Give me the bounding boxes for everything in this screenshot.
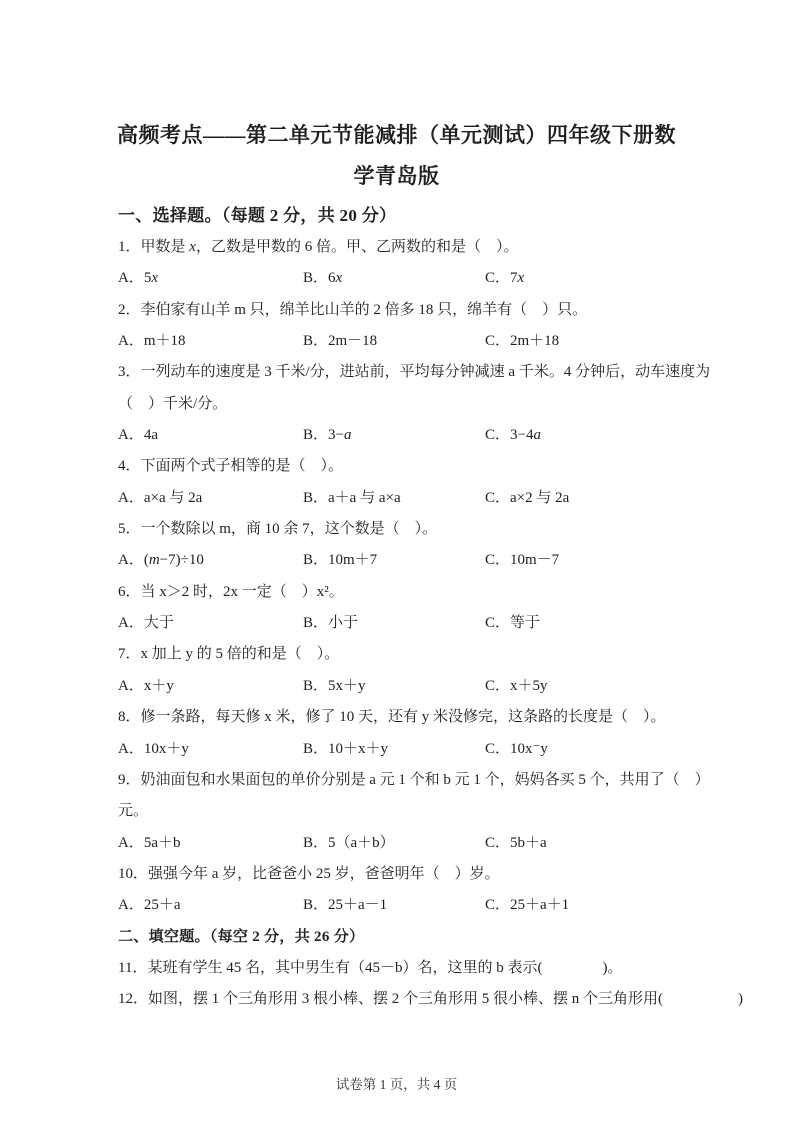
question-2-text: 2．李伯家有山羊 m 只，绵羊比山羊的 2 倍多 18 只，绵羊有（ ）只。: [118, 301, 588, 318]
page-title-line-2: 学青岛版: [353, 164, 440, 188]
question-11-text: 11．某班有学生 45 名，其中男生有（45－b）名，这里的 b 表示( )。: [118, 959, 623, 976]
question-8-option-c: C．10x⁻y: [485, 740, 548, 757]
question-7-option-a: A．x＋y: [118, 677, 174, 694]
question-6-option-b: B．小于: [303, 615, 359, 632]
question-7-text: 7．x 加上 y 的 5 倍的和是（ ）。: [118, 646, 340, 663]
question-9-text-line-1: 9．奶油面包和水果面包的单价分别是 a 元 1 个和 b 元 1 个，妈妈各买 5 个，共用了（ ）: [118, 771, 710, 788]
question-5-option-a: A．(m−7)÷10: [118, 552, 204, 569]
question-5-text: 5．一个数除以 m，商 10 余 7，这个数是（ ）。: [118, 521, 438, 538]
question-1-text: 1．甲数是 x，乙数是甲数的 6 倍。甲、乙两数的和是（ ）。: [118, 239, 519, 255]
question-6-option-c: C．等于: [485, 615, 541, 632]
question-9-options: [118, 828, 718, 859]
section-1-heading: 一、选择题。（每题 2 分，共 20 分）: [118, 206, 397, 225]
question-9-option-b: B．5（a＋b）: [303, 834, 395, 851]
question-10-option-a: A．25＋a: [118, 897, 181, 914]
question-3-text-line-1: 3．一列动车的速度是 3 千米/分，进站前，平均每分钟减速 a 千米。4 分钟后，动车速度为: [118, 364, 711, 381]
question-2-option-b: B．2m－18: [303, 333, 378, 350]
question-1-options: [118, 263, 718, 294]
question-8-text: 8．修一条路，每天修 x 米，修了 10 天，还有 y 米没修完，这条路的长度是（ ）。: [118, 709, 666, 726]
question-4-text: 4．下面两个式子相等的是（ ）。: [118, 458, 344, 475]
question-12-text: 12．如图，摆 1 个三角形用 3 根小棒、摆 2 个三角形用 5 很小棒、摆 n 个三角形用( ): [118, 991, 743, 1008]
question-2-option-c: C．2m＋18: [485, 333, 560, 350]
question-3-option-c: C．3−4a: [485, 427, 541, 444]
page-footer: 试卷第 1 页，共 4 页: [335, 1077, 458, 1092]
question-3-option-a: A．4a: [118, 427, 158, 444]
question-5-options: [118, 545, 718, 576]
question-4-option-a: A．a×a 与 2a: [118, 489, 203, 506]
question-7-option-c: C．x＋5y: [485, 677, 548, 694]
question-list: [118, 232, 743, 1016]
section-2-heading: 二、填空题。（每空 2 分，共 26 分）: [118, 928, 365, 945]
question-10-option-c: C．25＋a＋1: [485, 897, 570, 914]
page-title: [60, 115, 733, 197]
question-8-option-a: A．10x＋y: [118, 740, 189, 757]
question-5-option-c: C．10m－7: [485, 552, 560, 569]
question-3-text-line-2: （ ）千米/分。: [118, 395, 228, 412]
question-10-text: 10．强强今年 a 岁，比爸爸小 25 岁，爸爸明年（ ）岁。: [118, 865, 500, 882]
question-9-option-a: A．5a＋b: [118, 834, 181, 851]
question-4-option-c: C．a×2 与 2a: [485, 489, 570, 506]
question-8-options: [118, 734, 718, 765]
question-6-options: [118, 608, 718, 639]
question-4-option-b: B．a＋a 与 a×a: [303, 489, 401, 506]
question-2-option-a: A．m＋18: [118, 333, 186, 350]
page-title-line-1: 高频考点——第二单元节能减排（单元测试）四年级下册数: [117, 123, 676, 147]
question-1-option-a: A．5x: [118, 270, 159, 287]
question-10-option-b: B．25＋a－1: [303, 897, 388, 914]
question-9-text-line-2: 元。: [118, 803, 149, 820]
question-6-text: 6．当 x＞2 时，2x 一定（ ）x²。: [118, 583, 344, 600]
question-5-option-b: B．10m＋7: [303, 552, 378, 569]
question-7-option-b: B．5x＋y: [303, 677, 366, 694]
question-1-option-b: B．6x: [303, 270, 343, 287]
question-4-options: [118, 483, 718, 514]
question-9-option-c: C．5b＋a: [485, 834, 547, 851]
question-2-options: [118, 326, 718, 357]
question-3-options: [118, 420, 718, 451]
question-7-options: [118, 671, 718, 702]
question-8-option-b: B．10＋x＋y: [303, 740, 389, 757]
question-3-option-b: B．3−a: [303, 427, 352, 444]
question-1-option-c: C．7x: [485, 270, 525, 287]
question-6-option-a: A．大于: [118, 615, 174, 632]
question-10-options: [118, 890, 718, 921]
